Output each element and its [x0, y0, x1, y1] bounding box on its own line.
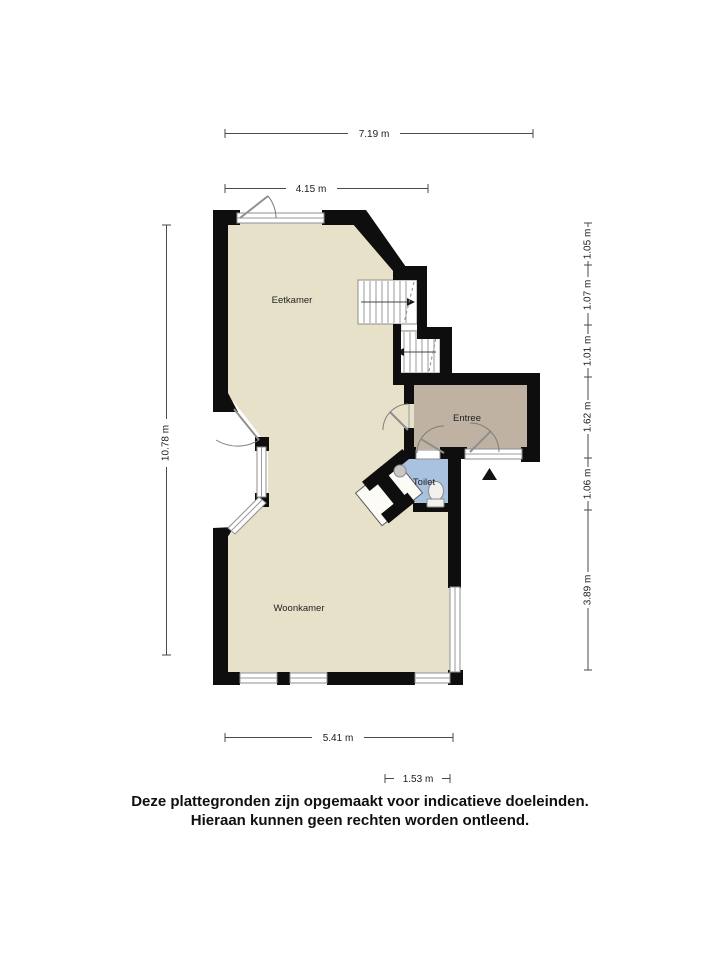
dim-bottom: 5.41 m — [322, 733, 354, 744]
label-entree: Entree — [453, 413, 481, 424]
toilet-door-threshold — [416, 450, 440, 459]
disclaimer — [0, 792, 720, 830]
dim-right-column — [583, 223, 594, 670]
dim-bottom-right: 1.53 m — [402, 774, 434, 785]
dim-right-6: 3.89 m — [582, 574, 594, 606]
dim-right-1: 1.05 m — [582, 228, 594, 260]
label-woonkamer: Woonkamer — [273, 603, 325, 614]
disclaimer-line-2: Hieraan kunnen geen rechten worden ontleend. — [190, 812, 530, 829]
wc-tank — [427, 499, 444, 507]
label-toilet: Toilet — [412, 477, 436, 488]
dim-right-4: 1.62 m — [582, 401, 594, 433]
dim-right-5: 1.06 m — [582, 468, 594, 500]
staircase-upper — [358, 280, 417, 324]
label-eetkamer: Eetkamer — [271, 295, 313, 306]
entrance-triangle-icon — [482, 468, 497, 480]
dim-right-3: 1.01 m — [582, 335, 594, 367]
dim-top: 7.19 m — [358, 129, 390, 140]
dim-top-inner: 4.15 m — [295, 184, 327, 195]
dim-left: 10.78 m — [160, 424, 172, 462]
dim-right-2: 1.07 m — [582, 279, 594, 311]
corner-sink — [394, 465, 406, 477]
disclaimer-line-1: Deze plattegronden zijn opgemaakt voor indicatieve doeleinden. — [131, 793, 589, 810]
